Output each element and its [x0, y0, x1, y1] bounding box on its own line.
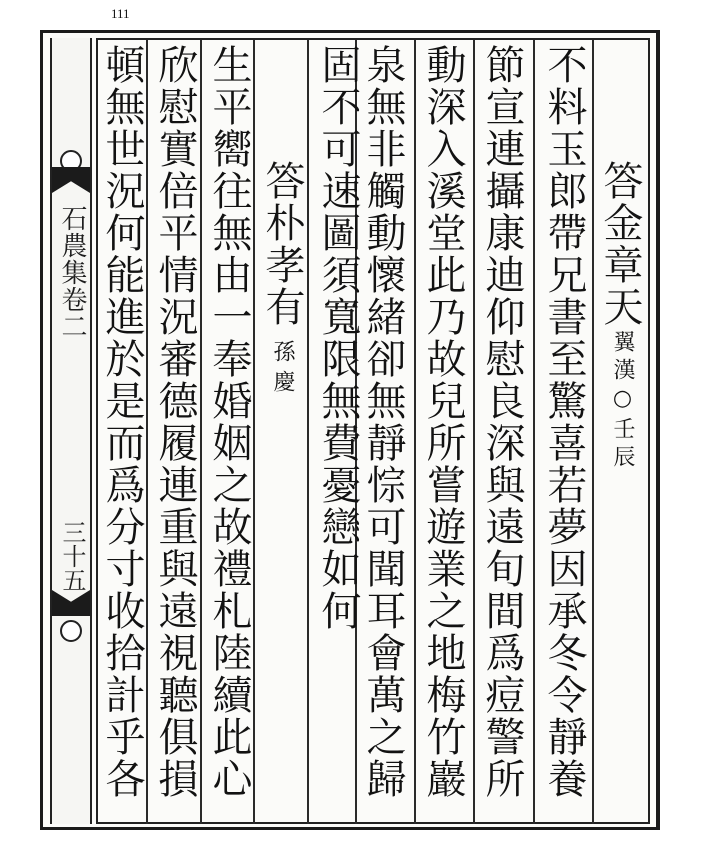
column-rule — [592, 40, 594, 824]
text-column: 欣慰實倍平情況審德履連重與遠視聽俱損 — [152, 44, 198, 800]
column-rule — [307, 40, 309, 824]
text-column: 動深入溪堂此乃故兒所嘗遊業之地梅竹巖 — [420, 44, 466, 800]
letter-title: 答金章天 — [597, 160, 643, 328]
text-column: 不料玉郎帶兄書至驚喜若夢因承冬令靜養 — [541, 44, 587, 800]
text-column: 生平嚮往無由一奉婚姻之故禮札陸續此心 — [206, 44, 252, 800]
text-column: 泉無非觸動懷緒卻無靜悰可聞耳會萬之歸 — [360, 44, 406, 800]
column-rule — [414, 40, 416, 824]
column-rule — [253, 40, 255, 824]
page-number: 111 — [111, 6, 130, 21]
column-rule — [473, 40, 475, 824]
text-column: 頓無世況何能進於是而爲分寸收拾計乎各 — [99, 44, 145, 800]
letter-title-column — [597, 160, 643, 328]
letter-title: 答朴孝有 — [259, 160, 305, 328]
strip-folio: 三十五 — [58, 520, 86, 592]
strip-title: 石農集卷二 — [57, 205, 87, 340]
column-rule — [200, 40, 202, 824]
text-column: 節宣連攝康迪仰慰良深與遠旬間爲痘警所 — [479, 44, 525, 800]
text-column: 固不可速圖須寬限無費憂戀如何 — [315, 44, 361, 632]
letter-title-note: 翼漢○壬辰 — [610, 330, 635, 473]
fish-tail-mark-bottom — [60, 620, 82, 642]
column-rule — [146, 40, 148, 824]
letter-title-note: 孫慶 — [270, 340, 295, 400]
column-rule — [533, 40, 535, 824]
